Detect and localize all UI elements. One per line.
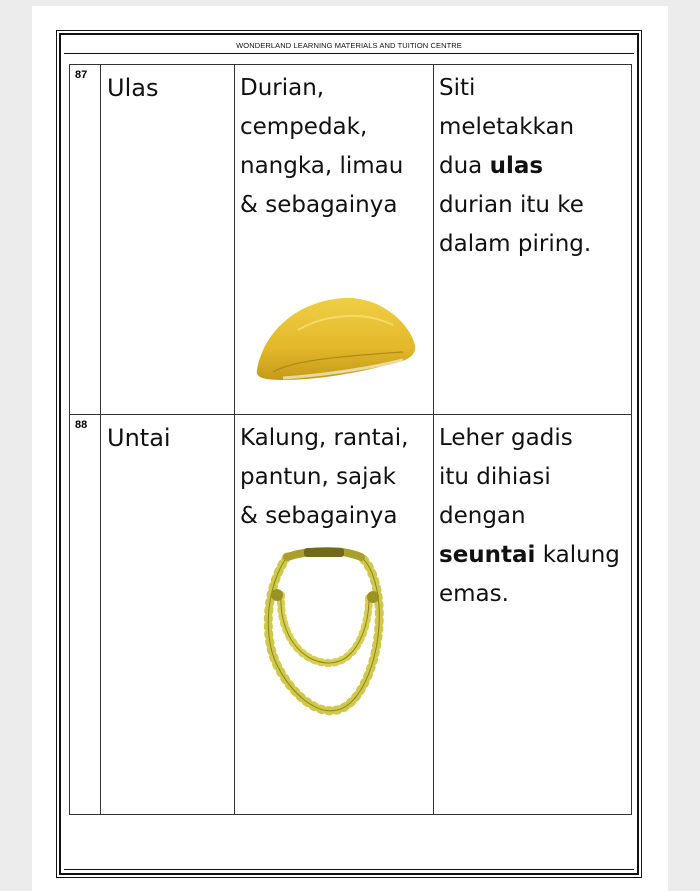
example-sentence: Leher gadis itu dihiasi dengan seuntai kalung emas. bbox=[439, 425, 620, 607]
usage-cell bbox=[235, 65, 434, 415]
vocabulary-word: Ulas bbox=[107, 74, 159, 102]
header-rule bbox=[64, 53, 634, 54]
highlighted-word: ulas bbox=[489, 153, 544, 179]
usage-text: Durian, cempedak, nangka, limau & sebagainya bbox=[240, 75, 404, 218]
necklace-illustration bbox=[257, 545, 397, 720]
usage-cell bbox=[235, 415, 434, 815]
table-row bbox=[70, 415, 632, 815]
entry-number-cell bbox=[70, 415, 101, 815]
durian-illustration bbox=[253, 290, 418, 385]
vocabulary-word: Untai bbox=[107, 424, 171, 452]
word-cell bbox=[101, 65, 235, 415]
header-title: WONDERLAND LEARNING MATERIALS AND TUITION CENTRE bbox=[236, 41, 462, 50]
highlighted-word: seuntai bbox=[439, 542, 536, 568]
example-sentence: Siti meletakkan dua ulas durian itu ke dalam piring. bbox=[439, 75, 592, 257]
footer-rule bbox=[64, 869, 634, 870]
usage-text: Kalung, rantai, pantun, sajak & sebagainya bbox=[240, 425, 409, 529]
entry-number: 88 bbox=[75, 419, 88, 431]
word-cell bbox=[101, 415, 235, 815]
example-cell bbox=[434, 415, 632, 815]
entry-number: 87 bbox=[75, 69, 88, 81]
table-row bbox=[70, 65, 632, 415]
vocabulary-table bbox=[69, 64, 632, 815]
entry-number-cell bbox=[70, 65, 101, 415]
example-cell bbox=[434, 65, 632, 415]
